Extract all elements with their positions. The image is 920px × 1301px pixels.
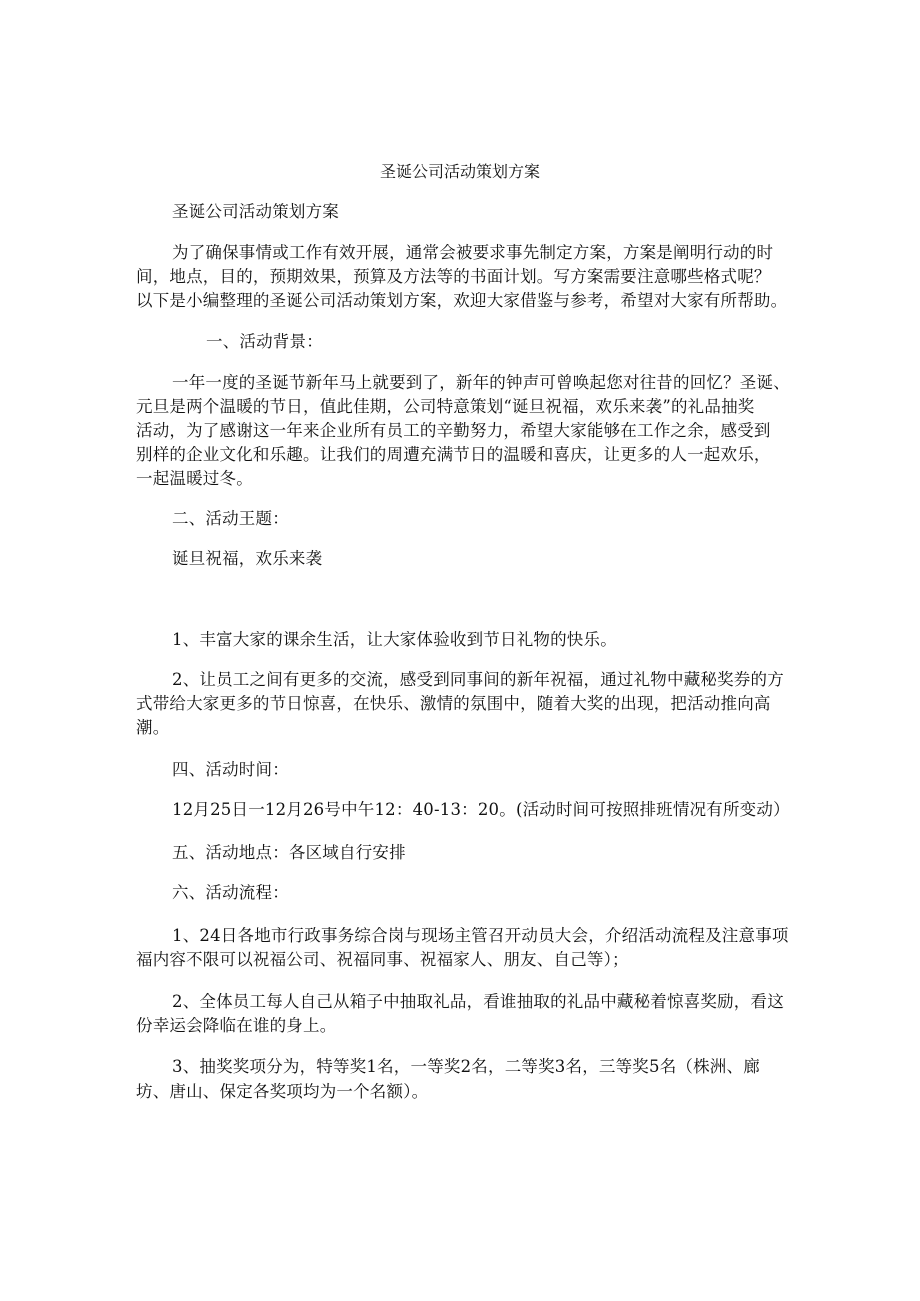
purpose-item-1: 1、丰富大家的课余生活，让大家体验收到节日礼物的快乐。 (172, 630, 617, 649)
purpose-item-2-line-3: 潮。 (136, 718, 170, 737)
flow-item-2-line-2: 份幸运会降临在谁的身上。 (136, 1016, 337, 1035)
intro-line-1: 为了确保事情或工作有效开展，通常会被要求事先制定方案，方案是阐明行动的时 (172, 243, 774, 262)
document-title: 圣诞公司活动策划方案 (379, 162, 540, 181)
document-subtitle: 圣诞公司活动策划方案 (172, 202, 339, 221)
intro-line-2: 间，地点，目的，预期效果，预算及方法等的书面计划。写方案需要注意哪些格式呢？ (136, 267, 771, 286)
flow-item-1-line-2: 福内容不限可以祝福公司、祝福同事、祝福家人、朋友、自己等）； (136, 950, 629, 969)
section2-body: 诞旦祝福，欢乐来袭 (172, 549, 323, 568)
section2-heading: 二、活动王题： (172, 509, 289, 528)
section1-line-2: 元旦是两个温暖的节日，值此佳期，公司特意策划“诞旦祝福，欢乐来袭”的礼品抽奖 (136, 397, 755, 416)
section1-heading: 一、活动背景： (206, 332, 323, 351)
flow-item-2-line-1: 2、全体员工每人自己从箱子中抽取礼品，看谁抽取的礼品中藏秘着惊喜奖励，看这 (172, 992, 784, 1011)
purpose-item-2-line-2: 式带给大家更多的节日惊喜，在快乐、激情的氛围中，随着大奖的出现，把活动推向高 (136, 694, 771, 713)
section1-line-5: 一起温暖过冬。 (136, 469, 253, 488)
section5-heading: 五、活动地点：各区域自行安排 (172, 843, 406, 862)
flow-item-1-line-1: 1、24日各地市行政事务综合岗与现场主管召开动员大会，介绍活动流程及注意事项 (172, 926, 789, 945)
section1-line-3: 活动，为了感谢这一年来企业所有员工的辛勤努力，希望大家能够在工作之余，感受到 (136, 421, 771, 440)
section1-line-4: 别样的企业文化和乐趣。让我们的周遭充满节日的温暖和喜庆，让更多的人一起欢乐， (136, 445, 771, 464)
purpose-item-2-line-1: 2、让员工之间有更多的交流，感受到同事间的新年祝福，通过礼物中藏秘奖券的方 (172, 670, 784, 689)
section6-heading: 六、活动流程： (172, 883, 289, 902)
intro-line-3: 以下是小编整理的圣诞公司活动策划方案，欢迎大家借鉴与参考，希望对大家有所帮助。 (136, 291, 788, 310)
section4-heading: 四、活动时间： (172, 760, 289, 779)
flow-item-3-line-1: 3、抽奖奖项分为，特等奖1名，一等奖2名，二等奖3名，三等奖5名（株洲、廊 (172, 1057, 760, 1076)
section1-line-1: 一年一度的圣诞节新年马上就要到了，新年的钟声可曾唤起您对往昔的回忆？圣诞、 (172, 373, 790, 392)
section4-body: 12月25日一12月26号中午12：40-13：20。(活动时间可按照排班情况有所变动） (172, 800, 790, 819)
flow-item-3-line-2: 坊、唐山、保定各奖项均为一个名额）。 (136, 1082, 429, 1101)
